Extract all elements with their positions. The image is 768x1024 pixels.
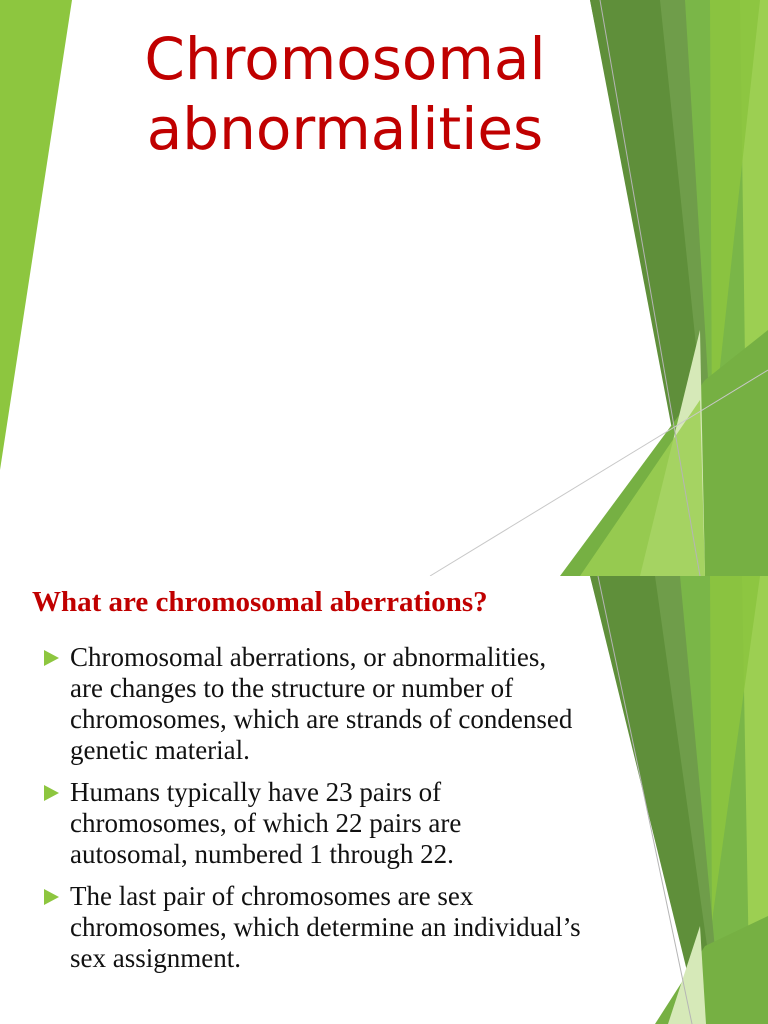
bullet-text: The last pair of chromosomes are sex chromosomes, which determine an individual’s sex assignment. <box>70 881 581 973</box>
bullet-text: Humans typically have 23 pairs of chromosomes, of which 22 pairs are autosomal, numbered 1 through 22. <box>70 777 462 869</box>
list-item <box>40 777 585 870</box>
bullet-arrow-icon <box>44 650 59 666</box>
bullet-arrow-icon <box>44 785 59 801</box>
content-slide <box>0 576 768 1024</box>
bullet-arrow-icon <box>44 889 59 905</box>
list-item <box>40 881 585 974</box>
bullet-text: Chromosomal aberrations, or abnormalities, are changes to the structure or number of chromosomes, which are strands of condensed genetic material. <box>70 642 573 765</box>
list-item <box>40 642 585 766</box>
slide-heading: What are chromosomal aberrations? <box>32 586 488 618</box>
slide-title: Chromosomal abnormalities <box>144 25 546 163</box>
bullet-list <box>40 642 585 985</box>
